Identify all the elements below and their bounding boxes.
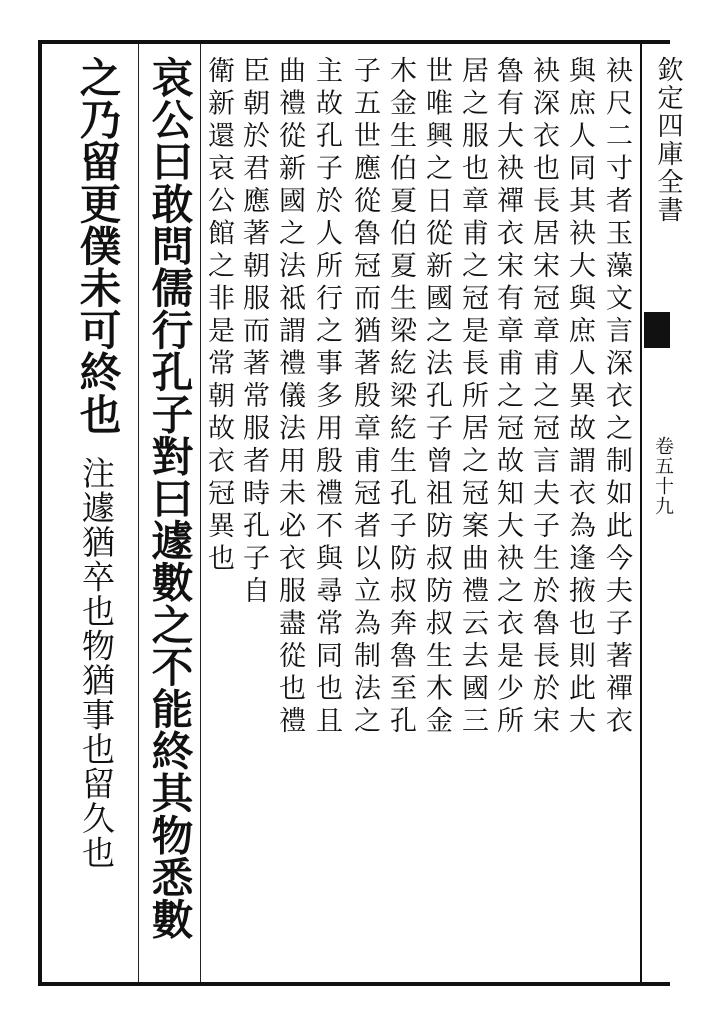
text-column: 與庶人同其袂大與庶人異故謂衣為逢掖也則此大 — [564, 56, 595, 739]
text-column: 主故孔子於人所行之事多用殷禮不與尋常同也且 — [311, 56, 342, 739]
text-column: 魯有大袂禪衣宋有章甫之冠故知大袂之衣是少所 — [492, 56, 523, 739]
text-column: 衛新還哀公館之非是常朝故衣冠異也 — [203, 56, 234, 576]
column-divider — [200, 44, 201, 982]
text-column: 木金生伯夏伯夏生梁紇梁紇生孔子防叔奔魯至孔 — [385, 56, 416, 739]
volume-number: 卷五十九 — [652, 436, 674, 516]
column-divider — [138, 44, 139, 982]
text-column: 居之服也章甫之冠是長所居之冠案曲禮云去國三 — [457, 56, 488, 739]
text-column: 臣朝於君應著朝服而著常服者時孔子自 — [238, 56, 269, 609]
text-column: 世唯興之日從新國之法孔子曾祖防叔防叔生木金 — [421, 56, 452, 739]
book-title: 欽定四庫全書 — [653, 56, 683, 224]
inline-annotation: 注遽猶卒也物猶事也留久也 — [77, 456, 116, 870]
text-column: 曲禮從新國之法祗謂禮儀法用未必衣服盡從也禮 — [274, 56, 305, 739]
text-column: 袂尺二寸者玉藻文言深衣之制如此今夫子著禪衣 — [601, 56, 632, 739]
text-column: 子五世應從魯冠而猶著殷章甫冠者以立為制法之 — [349, 56, 380, 739]
main-text-column: 哀公曰敢問儒行孔子對曰遽數之不能終其物悉數 — [144, 56, 194, 941]
text-column: 袂深衣也長居宋冠章甫之冠言夫子生於魯長於宋 — [528, 56, 559, 739]
main-text-column: 之乃留更僕未可終也 — [72, 56, 122, 435]
fish-tail-mark — [644, 312, 670, 348]
